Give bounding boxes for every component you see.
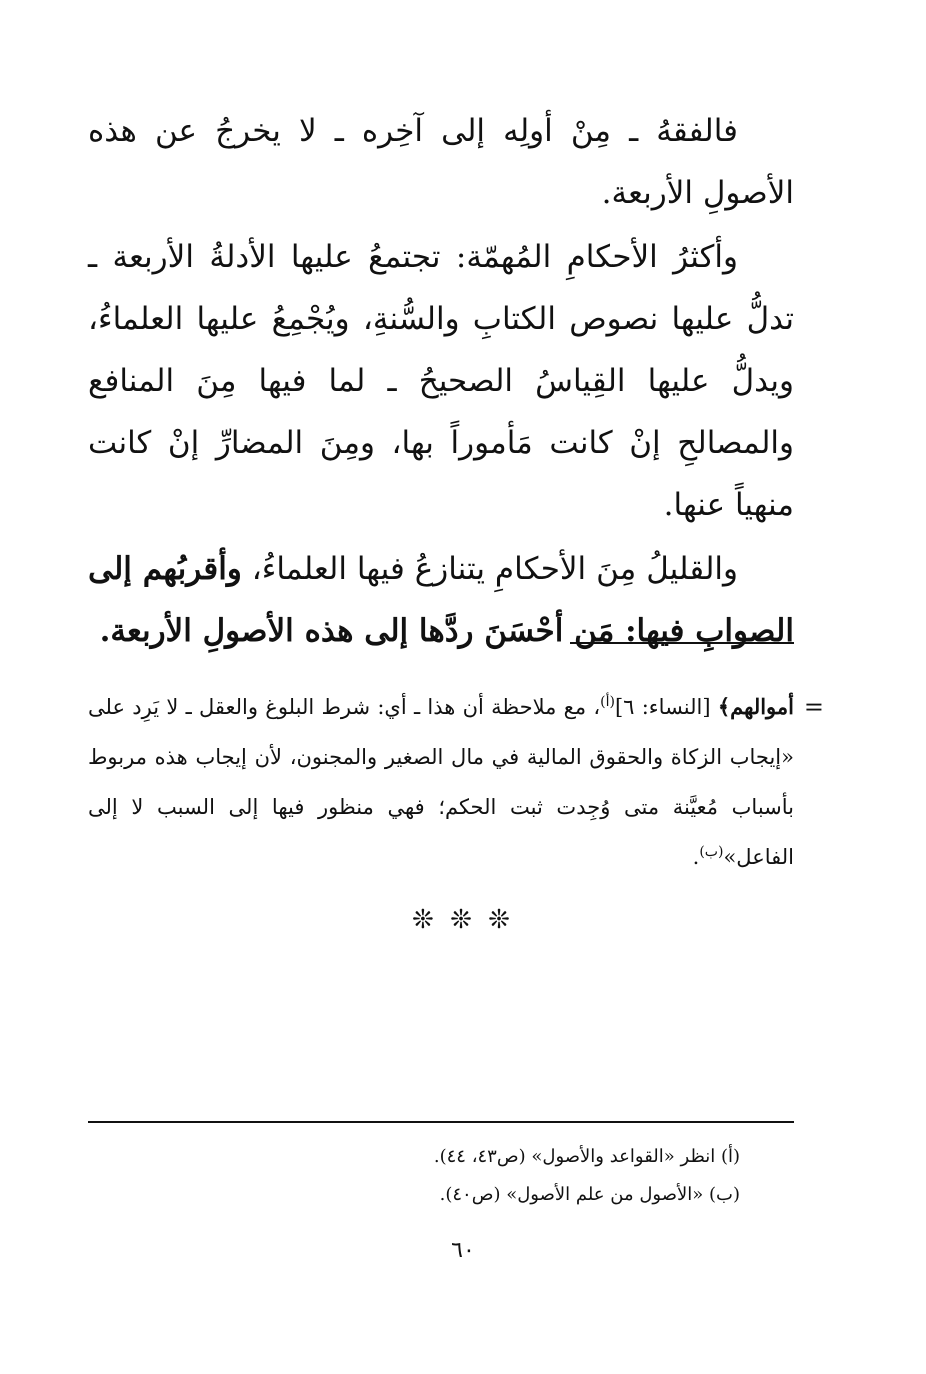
- footnote-b: (ب) «الأصول من علم الأصول» (ص٤٠).: [439, 1184, 740, 1205]
- footnote-continuation: [88, 682, 824, 882]
- ref-marker-a: (أ): [600, 694, 615, 710]
- main-text: [88, 100, 794, 664]
- continuation-bold: أموالهم﴾: [717, 694, 794, 719]
- ref-marker-b: (ب): [699, 844, 724, 860]
- footnote-a: (أ) انظر «القواعد والأصول» (ص٤٣، ٤٤).: [433, 1146, 740, 1167]
- paragraph-2: وأكثرُ الأحكامِ المُهمّة: تجتمعُ عليها الأدلةُ الأربعة ـ تدلُّ عليها نصوص الكتابِ والسُّنةِ، ويُجْمِعُ عليها العلماءُ، ويدلُّ عليها القِياسُ الصحيحُ ـ لما فيها مِنَ المنافع والمصالحِ إنْ كانت مَأموراً بها، ومِنَ المضارِّ إنْ كانت منهياً عنها.: [88, 239, 794, 523]
- paragraph-1: فالفقهُ ـ مِنْ أولِه إلى آخِره ـ لا يخرجُ عن هذه الأصولِ الأربعة.: [88, 113, 794, 211]
- paragraph-3-plain: والقليلُ مِنَ الأحكامِ يتنازعُ فيها العلماءُ،: [251, 551, 739, 587]
- footnote-separator-short: [570, 642, 794, 644]
- footnote-separator-long: [88, 1121, 794, 1123]
- paragraph-3-bold: وأقربُهم إلى الصوابِ فيها: مَن أحْسَنَ ردَّها إلى هذه الأصولِ الأربعة.: [88, 551, 794, 649]
- footnotes: [300, 1138, 740, 1214]
- continuation-text: [88, 682, 794, 882]
- continuation-mark: =: [803, 693, 824, 721]
- page-number: ٦٠: [451, 1238, 475, 1263]
- continuation-end: .: [692, 845, 700, 869]
- continuation-body: ، مع ملاحظة أن هذا ـ أي: شرط البلوغ والعقل ـ لا يَرِد على «إيجاب الزكاة والحقوق المالية في مال الصغير والمجنون، لأن إيجاب هذه مربوط بأسباب مُعيَّنة متى وُجِدت ثبت الحكم؛ فهي منظور فيها إلى السبب لا إلى الفاعل»: [88, 695, 794, 869]
- section-separator-stars: ❊ ❊ ❊: [412, 905, 514, 935]
- continuation-citation: [النساء: ٦]: [614, 695, 711, 719]
